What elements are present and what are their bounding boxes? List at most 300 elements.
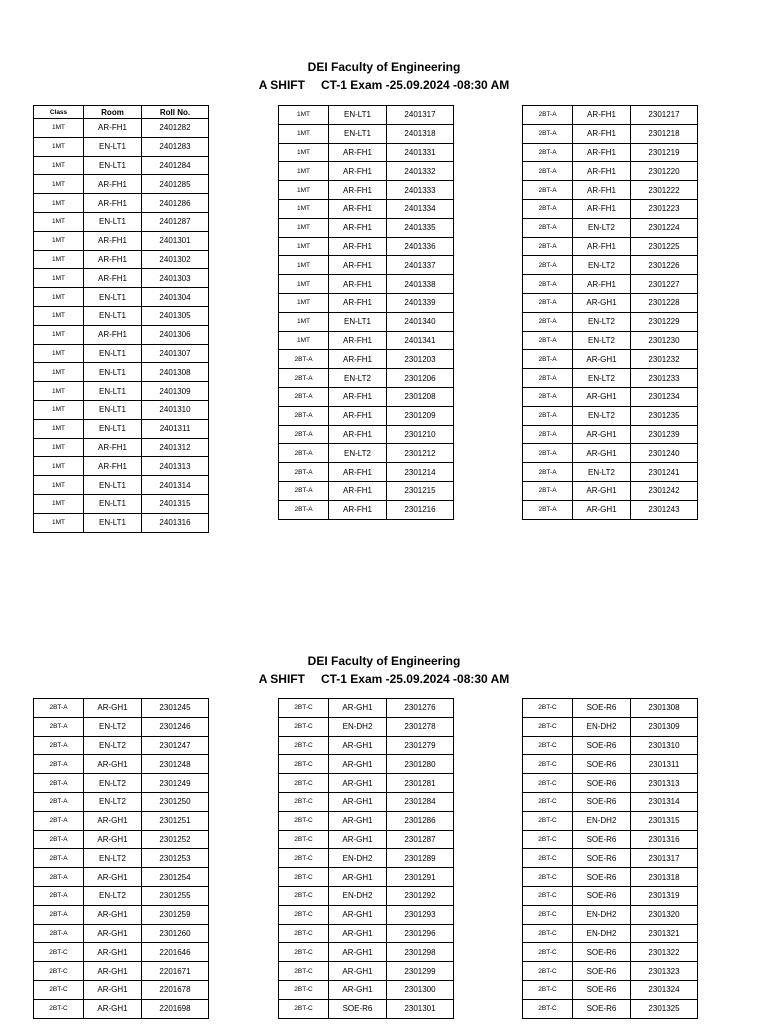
- room-cell: AR-GH1: [84, 999, 142, 1018]
- table-row: [523, 868, 698, 887]
- room-cell: AR-GH1: [84, 699, 142, 718]
- class-cell: 2BT-A: [279, 369, 329, 388]
- table-row: [279, 218, 454, 237]
- roll-no-cell: 2301245: [142, 699, 209, 718]
- roll-no-cell: 2401282: [142, 119, 209, 138]
- room-cell: AR-GH1: [84, 811, 142, 830]
- table-row: [34, 943, 209, 962]
- table-row: [523, 237, 698, 256]
- roll-no-cell: 2301219: [631, 143, 698, 162]
- table-row: [34, 137, 209, 156]
- roll-no-cell: 2301320: [631, 905, 698, 924]
- roll-no-cell: 2301246: [142, 717, 209, 736]
- roll-no-cell: 2301322: [631, 943, 698, 962]
- room-cell: EN-LT2: [84, 717, 142, 736]
- roll-no-cell: 2301318: [631, 868, 698, 887]
- roll-no-cell: 2301300: [387, 980, 454, 999]
- table-row: [523, 331, 698, 350]
- room-cell: AR-FH1: [573, 162, 631, 181]
- room-cell: AR-GH1: [573, 425, 631, 444]
- roll-no-cell: 2301279: [387, 736, 454, 755]
- class-cell: 1MT: [279, 124, 329, 143]
- room-cell: EN-LT1: [84, 137, 142, 156]
- roll-no-cell: 2401335: [387, 218, 454, 237]
- table-row: [34, 288, 209, 307]
- room-cell: EN-DH2: [329, 886, 387, 905]
- roll-no-cell: 2301309: [631, 717, 698, 736]
- roll-no-cell: 2301314: [631, 792, 698, 811]
- room-cell: EN-LT1: [84, 494, 142, 513]
- class-cell: 2BT-A: [279, 350, 329, 369]
- room-cell: EN-LT2: [573, 331, 631, 350]
- room-cell: AR-GH1: [329, 830, 387, 849]
- roll-no-cell: 2401314: [142, 476, 209, 495]
- room-cell: AR-GH1: [84, 980, 142, 999]
- room-cell: AR-GH1: [329, 755, 387, 774]
- table-row: [279, 199, 454, 218]
- roll-no-cell: 2301316: [631, 830, 698, 849]
- room-cell: AR-GH1: [84, 830, 142, 849]
- room-cell: EN-LT2: [84, 849, 142, 868]
- class-cell: 2BT-A: [523, 106, 573, 125]
- class-cell: 2BT-C: [523, 755, 573, 774]
- class-cell: 1MT: [34, 325, 84, 344]
- class-cell: 2BT-C: [279, 792, 329, 811]
- roll-no-cell: 2301223: [631, 199, 698, 218]
- room-cell: SOE-R6: [573, 868, 631, 887]
- class-cell: 1MT: [279, 181, 329, 200]
- table-row: [34, 231, 209, 250]
- room-cell: EN-LT2: [573, 256, 631, 275]
- shift-label: A SHIFT: [258, 672, 305, 686]
- class-cell: 1MT: [34, 344, 84, 363]
- table-row: [34, 962, 209, 981]
- roll-no-cell: 2301287: [387, 830, 454, 849]
- room-cell: AR-FH1: [329, 199, 387, 218]
- room-cell: AR-FH1: [329, 350, 387, 369]
- roll-no-cell: 2301226: [631, 256, 698, 275]
- roll-no-cell: 2201698: [142, 999, 209, 1018]
- room-cell: SOE-R6: [573, 699, 631, 718]
- roll-no-cell: 2301209: [387, 406, 454, 425]
- table-row: [34, 156, 209, 175]
- shift-label: A SHIFT: [258, 78, 305, 92]
- room-cell: SOE-R6: [573, 830, 631, 849]
- roll-no-cell: 2301317: [631, 849, 698, 868]
- class-cell: 1MT: [34, 363, 84, 382]
- table-row: [279, 143, 454, 162]
- roll-no-cell: 2301215: [387, 481, 454, 500]
- room-cell: SOE-R6: [329, 999, 387, 1018]
- room-cell: SOE-R6: [573, 962, 631, 981]
- room-cell: EN-LT1: [84, 306, 142, 325]
- class-cell: 1MT: [279, 237, 329, 256]
- class-cell: 2BT-C: [34, 980, 84, 999]
- roll-no-cell: 2301208: [387, 387, 454, 406]
- roll-no-cell: 2401315: [142, 494, 209, 513]
- roll-no-cell: 2301296: [387, 924, 454, 943]
- table-row: [523, 717, 698, 736]
- roll-no-cell: 2301206: [387, 369, 454, 388]
- room-cell: AR-FH1: [329, 143, 387, 162]
- table-header-row: [34, 106, 209, 119]
- class-cell: 2BT-C: [523, 792, 573, 811]
- roll-no-cell: 2301212: [387, 444, 454, 463]
- table-row: [34, 699, 209, 718]
- roll-no-cell: 2401336: [387, 237, 454, 256]
- roll-no-cell: 2301321: [631, 924, 698, 943]
- room-cell: AR-GH1: [329, 943, 387, 962]
- class-cell: 2BT-A: [34, 924, 84, 943]
- class-cell: 2BT-C: [279, 886, 329, 905]
- table-row: [279, 500, 454, 519]
- class-cell: 2BT-A: [523, 237, 573, 256]
- class-cell: 2BT-A: [523, 500, 573, 519]
- table-row: [523, 924, 698, 943]
- class-cell: 2BT-C: [523, 774, 573, 793]
- room-cell: AR-GH1: [329, 811, 387, 830]
- roll-no-cell: 2301249: [142, 774, 209, 793]
- table-row: [34, 457, 209, 476]
- room-cell: AR-GH1: [573, 293, 631, 312]
- class-cell: 2BT-A: [523, 463, 573, 482]
- class-cell: 2BT-C: [523, 811, 573, 830]
- table-row: [523, 463, 698, 482]
- class-cell: 1MT: [34, 288, 84, 307]
- column-header: Room: [84, 106, 142, 119]
- table-row: [279, 406, 454, 425]
- class-cell: 2BT-A: [523, 481, 573, 500]
- room-cell: AR-GH1: [84, 962, 142, 981]
- page2-header: [0, 652, 768, 688]
- roll-no-cell: 2301247: [142, 736, 209, 755]
- room-cell: AR-GH1: [573, 387, 631, 406]
- table-row: [523, 849, 698, 868]
- table-row: [279, 481, 454, 500]
- room-cell: AR-FH1: [573, 275, 631, 294]
- class-cell: 2BT-A: [523, 331, 573, 350]
- class-cell: 1MT: [279, 106, 329, 125]
- table-row: [523, 406, 698, 425]
- class-cell: 2BT-C: [523, 699, 573, 718]
- table-row: [279, 463, 454, 482]
- room-cell: AR-GH1: [329, 736, 387, 755]
- class-cell: 2BT-A: [279, 463, 329, 482]
- room-cell: AR-FH1: [329, 331, 387, 350]
- class-cell: 2BT-A: [34, 792, 84, 811]
- room-cell: AR-FH1: [84, 175, 142, 194]
- table-row: [523, 980, 698, 999]
- class-cell: 1MT: [34, 175, 84, 194]
- room-cell: AR-FH1: [84, 231, 142, 250]
- room-cell: EN-LT1: [84, 288, 142, 307]
- roll-no-cell: 2401302: [142, 250, 209, 269]
- class-cell: 1MT: [34, 382, 84, 401]
- room-cell: AR-FH1: [329, 481, 387, 500]
- table-row: [523, 369, 698, 388]
- roll-no-cell: 2301281: [387, 774, 454, 793]
- class-cell: 2BT-A: [279, 406, 329, 425]
- page2-table-col1: [33, 698, 209, 1019]
- room-cell: EN-LT1: [84, 400, 142, 419]
- class-cell: 2BT-A: [523, 444, 573, 463]
- table-row: [523, 199, 698, 218]
- roll-no-cell: 2401306: [142, 325, 209, 344]
- table-row: [523, 999, 698, 1018]
- class-cell: 2BT-C: [279, 924, 329, 943]
- roll-no-cell: 2301323: [631, 962, 698, 981]
- class-cell: 2BT-A: [523, 143, 573, 162]
- class-cell: 2BT-C: [279, 980, 329, 999]
- class-cell: 2BT-A: [523, 425, 573, 444]
- class-cell: 2BT-A: [34, 755, 84, 774]
- table-row: [279, 275, 454, 294]
- class-cell: 2BT-A: [523, 275, 573, 294]
- room-cell: AR-FH1: [329, 181, 387, 200]
- room-cell: EN-DH2: [573, 905, 631, 924]
- table-row: [523, 774, 698, 793]
- room-cell: AR-FH1: [573, 124, 631, 143]
- table-row: [34, 905, 209, 924]
- room-cell: AR-GH1: [329, 792, 387, 811]
- room-cell: EN-LT2: [573, 218, 631, 237]
- class-cell: 1MT: [34, 476, 84, 495]
- roll-no-cell: 2301234: [631, 387, 698, 406]
- room-cell: AR-FH1: [84, 250, 142, 269]
- table-row: [34, 476, 209, 495]
- table-row: [523, 293, 698, 312]
- table-row: [279, 868, 454, 887]
- table-row: [279, 962, 454, 981]
- table-row: [34, 119, 209, 138]
- class-cell: 2BT-C: [34, 962, 84, 981]
- table-row: [34, 811, 209, 830]
- table-row: [34, 830, 209, 849]
- table-row: [523, 275, 698, 294]
- class-cell: 2BT-A: [523, 256, 573, 275]
- roll-no-cell: 2401285: [142, 175, 209, 194]
- table-row: [279, 830, 454, 849]
- table-row: [279, 886, 454, 905]
- roll-no-cell: 2301308: [631, 699, 698, 718]
- roll-no-cell: 2301310: [631, 736, 698, 755]
- room-cell: EN-LT1: [329, 106, 387, 125]
- roll-no-cell: 2401283: [142, 137, 209, 156]
- class-cell: 2BT-A: [523, 181, 573, 200]
- room-cell: AR-FH1: [329, 275, 387, 294]
- roll-no-cell: 2401286: [142, 194, 209, 213]
- room-cell: EN-LT2: [573, 369, 631, 388]
- room-cell: AR-FH1: [329, 237, 387, 256]
- table-row: [279, 350, 454, 369]
- roll-no-cell: 2201646: [142, 943, 209, 962]
- table-row: [523, 106, 698, 125]
- roll-no-cell: 2301250: [142, 792, 209, 811]
- class-cell: 2BT-C: [279, 736, 329, 755]
- roll-no-cell: 2301216: [387, 500, 454, 519]
- room-cell: SOE-R6: [573, 792, 631, 811]
- class-cell: 2BT-C: [523, 962, 573, 981]
- page1-table-col3: [522, 105, 698, 520]
- roll-no-cell: 2301214: [387, 463, 454, 482]
- class-cell: 1MT: [34, 494, 84, 513]
- exam-label: CT-1 Exam -25.09.2024 -08:30 AM: [320, 78, 510, 92]
- class-cell: 1MT: [34, 212, 84, 231]
- room-cell: EN-LT1: [84, 363, 142, 382]
- class-cell: 1MT: [279, 218, 329, 237]
- roll-no-cell: 2301286: [387, 811, 454, 830]
- class-cell: 2BT-C: [279, 755, 329, 774]
- roll-no-cell: 2301210: [387, 425, 454, 444]
- roll-no-cell: 2401333: [387, 181, 454, 200]
- table-row: [523, 162, 698, 181]
- room-cell: AR-FH1: [329, 425, 387, 444]
- class-cell: 2BT-C: [34, 943, 84, 962]
- roll-no-cell: 2401305: [142, 306, 209, 325]
- roll-no-cell: 2301298: [387, 943, 454, 962]
- class-cell: 2BT-A: [523, 199, 573, 218]
- room-cell: EN-LT1: [329, 124, 387, 143]
- class-cell: 2BT-A: [523, 218, 573, 237]
- roll-no-cell: 2401331: [387, 143, 454, 162]
- class-cell: 1MT: [279, 312, 329, 331]
- roll-no-cell: 2301252: [142, 830, 209, 849]
- class-cell: 2BT-A: [523, 350, 573, 369]
- class-cell: 1MT: [34, 250, 84, 269]
- class-cell: 2BT-C: [279, 774, 329, 793]
- page2-table-col2: [278, 698, 454, 1019]
- roll-no-cell: 2301240: [631, 444, 698, 463]
- room-cell: AR-GH1: [84, 868, 142, 887]
- roll-no-cell: 2301217: [631, 106, 698, 125]
- class-cell: 2BT-C: [279, 699, 329, 718]
- class-cell: 2BT-C: [523, 943, 573, 962]
- room-cell: EN-DH2: [329, 849, 387, 868]
- room-cell: EN-DH2: [573, 717, 631, 736]
- roll-no-cell: 2301220: [631, 162, 698, 181]
- class-cell: 2BT-C: [279, 868, 329, 887]
- roll-no-cell: 2301284: [387, 792, 454, 811]
- room-cell: AR-FH1: [329, 500, 387, 519]
- room-cell: SOE-R6: [573, 736, 631, 755]
- class-cell: 1MT: [279, 162, 329, 181]
- table-row: [523, 256, 698, 275]
- table-row: [34, 868, 209, 887]
- table-row: [523, 387, 698, 406]
- exam-line: [0, 670, 768, 688]
- roll-no-cell: 2401318: [387, 124, 454, 143]
- room-cell: EN-LT1: [84, 344, 142, 363]
- room-cell: AR-FH1: [573, 237, 631, 256]
- roll-no-cell: 2301230: [631, 331, 698, 350]
- room-cell: AR-FH1: [573, 106, 631, 125]
- roll-no-cell: 2201678: [142, 980, 209, 999]
- room-cell: AR-FH1: [573, 143, 631, 162]
- table-row: [523, 943, 698, 962]
- class-cell: 1MT: [279, 143, 329, 162]
- class-cell: 1MT: [34, 269, 84, 288]
- roll-no-cell: 2401304: [142, 288, 209, 307]
- room-cell: EN-DH2: [573, 924, 631, 943]
- table-row: [279, 369, 454, 388]
- table-row: [279, 717, 454, 736]
- table-row: [34, 717, 209, 736]
- roll-no-cell: 2401312: [142, 438, 209, 457]
- roll-no-cell: 2301260: [142, 924, 209, 943]
- room-cell: EN-LT1: [84, 419, 142, 438]
- class-cell: 2BT-A: [279, 500, 329, 519]
- room-cell: AR-FH1: [329, 463, 387, 482]
- class-cell: 2BT-C: [523, 980, 573, 999]
- room-cell: AR-FH1: [84, 119, 142, 138]
- class-cell: 2BT-C: [279, 999, 329, 1018]
- class-cell: 2BT-A: [523, 293, 573, 312]
- table-row: [279, 162, 454, 181]
- roll-no-cell: 2301299: [387, 962, 454, 981]
- table-row: [34, 363, 209, 382]
- column-header: Roll No.: [142, 106, 209, 119]
- room-cell: EN-LT1: [84, 476, 142, 495]
- room-cell: AR-GH1: [329, 980, 387, 999]
- room-cell: EN-LT2: [84, 886, 142, 905]
- roll-no-cell: 2301280: [387, 755, 454, 774]
- room-cell: SOE-R6: [573, 999, 631, 1018]
- roll-no-cell: 2401337: [387, 256, 454, 275]
- table-row: [34, 419, 209, 438]
- table-row: [34, 344, 209, 363]
- room-cell: EN-LT1: [84, 212, 142, 231]
- table-row: [279, 792, 454, 811]
- room-cell: AR-FH1: [84, 457, 142, 476]
- roll-no-cell: 2301292: [387, 886, 454, 905]
- room-cell: SOE-R6: [573, 774, 631, 793]
- table-row: [34, 924, 209, 943]
- table-row: [523, 444, 698, 463]
- roll-no-cell: 2301255: [142, 886, 209, 905]
- table-row: [279, 849, 454, 868]
- class-cell: 2BT-C: [523, 849, 573, 868]
- room-cell: EN-LT2: [573, 312, 631, 331]
- table-row: [279, 237, 454, 256]
- table-row: [279, 924, 454, 943]
- class-cell: 1MT: [34, 457, 84, 476]
- roll-no-cell: 2201671: [142, 962, 209, 981]
- room-cell: EN-LT2: [84, 774, 142, 793]
- roll-no-cell: 2301228: [631, 293, 698, 312]
- table-row: [279, 124, 454, 143]
- table-row: [523, 181, 698, 200]
- roll-no-cell: 2301232: [631, 350, 698, 369]
- roll-no-cell: 2301319: [631, 886, 698, 905]
- exam-line: [0, 76, 768, 94]
- class-cell: 2BT-C: [279, 962, 329, 981]
- room-cell: AR-FH1: [329, 406, 387, 425]
- table-row: [523, 699, 698, 718]
- class-cell: 2BT-A: [523, 387, 573, 406]
- roll-no-cell: 2401334: [387, 199, 454, 218]
- class-cell: 2BT-A: [34, 736, 84, 755]
- roll-no-cell: 2301242: [631, 481, 698, 500]
- class-cell: 2BT-C: [279, 849, 329, 868]
- table-row: [523, 124, 698, 143]
- roll-no-cell: 2401316: [142, 513, 209, 532]
- table-row: [279, 256, 454, 275]
- roll-no-cell: 2401340: [387, 312, 454, 331]
- table-row: [34, 494, 209, 513]
- table-row: [34, 306, 209, 325]
- roll-no-cell: 2401311: [142, 419, 209, 438]
- table-row: [34, 792, 209, 811]
